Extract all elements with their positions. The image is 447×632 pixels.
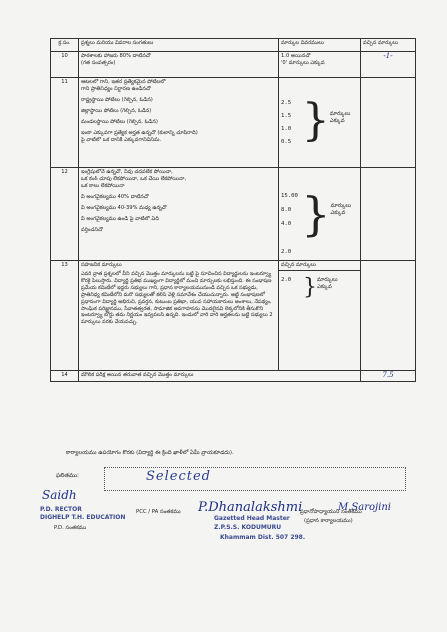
row-items [79, 78, 279, 168]
table-row [51, 371, 416, 382]
row-line: ఇంకా ఎక్కువగా ప్రత్యేక అర్హత ఉన్నచో (కులాన్ని చూపిరాది) [81, 130, 198, 136]
row-title: సహజనీక మార్కులు [81, 262, 122, 268]
row-values [279, 261, 361, 371]
row-line: ఇంగ్లీషులోనే ఉన్నచో, నీవు చదవలేక పోయినా, [81, 169, 173, 175]
header-marks-detail: మార్కుల వివరములు [279, 39, 361, 52]
row-values [279, 78, 361, 168]
signature-1: Saidh [42, 488, 77, 502]
value-line: '0' మార్కులు ఎక్కువ [281, 60, 325, 66]
signature-3: M.Sarojini [338, 502, 391, 513]
row-sno: 12 [51, 168, 79, 261]
row-sno: 13 [51, 261, 79, 371]
brace-icon: } [303, 275, 317, 300]
header-awarded: వచ్చిన మార్కులు [361, 39, 416, 52]
value-line: 4.0 [281, 221, 292, 227]
table-row [51, 78, 416, 168]
marks-label: మార్కులు ఎక్కువ [330, 203, 352, 216]
header-sno: క్ర.సం. [51, 39, 79, 52]
marks-label: మార్కులు ఎక్కువ [329, 111, 351, 124]
brace-icon: } [301, 95, 330, 146]
row-line: మౌలిక పరీక్ష అయిన తరువాత వచ్చిన మొత్తం మార్కులు [81, 372, 194, 378]
row-paragraph: ఎవరి వ్రాత ప్రశ్నలలో వీని వచ్చిన మొత్తం మార్కులను బట్టి పై సూచించిన విద్యార్థులను ఇంటర్వ్యూ కొరకై పిలుస్తారు. విద్యార్థి ప్రతిభ ముఖ్యంగా విద్యార్థిలో మంచి మార్పులకు లభిస్తుంది. ఈ సంభాషణ ప్రమేయ కమిటీలో ఇద్దరు సభ్యులు గాని, ప్రధాన కార్యాలయమునుండి వచ్చిన ఒక సభ్యుడు, ప్రాతినిధ్య కమిటీలోని మరొ సభ్యులతో కలిసి వెళ్లి సమావేశం చేయుచున్నారు. అట్టి సంభాషణలో ప్రధానంగా విద్యార్థి అభిరుచి, ప్రవర్తన, కుటుంబ ప్రతిభా, యువ సహాయకారులు అంశాలు, నేపథ్యం, సాంఘిక పరిజ్ఞానము, సేవాతత్వరత, సామాజిక అవగాహనను మొదలైనవి లెక్కలోనికి తీసుకొని ఇంటర్వ్యూ బోర్డు తమ నిర్ణయం ఇవ్వవలసి ఉన్నది. ఇందులో వారి వారి అర్హతలను బట్టి సభ్యులు 2 మార్కులు వరకు వేయవచ్చు. [81, 271, 273, 326]
value-line: 1.0 [281, 126, 292, 132]
stamp-line-2: Z.P.S.S. KODUMURU [214, 524, 282, 531]
row-line: ఆటలలో గాని, ఇతర ప్రత్యేకమైన పోటీలలో [81, 79, 166, 85]
caption-hm: ప్రధానోపాధ్యాయుని సంతకము [300, 509, 362, 515]
table-header-row [51, 39, 416, 52]
row-sno: 10 [51, 52, 79, 78]
row-line: గాని ప్రాతినిధ్యం నిర్ధారణ ఉండినచో [81, 86, 151, 92]
row-line: మండలస్థాయి పోటీలు (గెల్చిన, ఓడిన) [81, 119, 158, 125]
row-line: వర్తించనిచో [81, 227, 103, 233]
value-line: 2.0 [281, 249, 292, 255]
caption-pcc: PCC / PA సంతకము [136, 509, 181, 515]
row-items [79, 371, 361, 382]
subheader-marks: వచ్చిన మార్కులు [279, 261, 360, 271]
awarded-mark: 7.5 [361, 371, 416, 382]
value-line: 8.0 [281, 207, 292, 213]
awarded-cell [361, 261, 416, 371]
result-value: Selected [146, 469, 211, 484]
row-line: వీ అంగవైకల్యము 40% దాటినచో [81, 194, 149, 200]
marks-label: మార్కులు ఎక్కువ [317, 277, 338, 290]
table-row [51, 52, 416, 78]
row-values [279, 168, 361, 261]
value-line: 1.0 అయినచో [281, 53, 311, 59]
row-items [79, 168, 279, 261]
row-line: (గత సంవత్సరం) [81, 60, 116, 66]
row-line: వీ అంగవైకల్యము ఉండి పై వాటిలో ఏది [81, 216, 159, 222]
row-sno: 11 [51, 78, 79, 168]
row-line: వీ అంగవైకల్యము 40-39% మధ్య ఉన్నచో [81, 205, 167, 211]
row-line: జిల్లాస్థాయి పోటీలు (గెల్చిన, ఓడిన) [81, 108, 152, 114]
office-use-note: కార్యాలయము ఉపయోగం కొరకు (విద్యార్థి ఈ క్రింది ఖాళీలో ఏమీ వ్రాయకూడదు). [66, 450, 234, 456]
value-line: 15.00 [281, 193, 298, 199]
stamp-left-1: P.D. RECTOR [40, 506, 82, 513]
caption-pd: P.D. సంతకము [54, 525, 87, 531]
row-line: ఒక కాలు లేకపోయినా [81, 183, 125, 189]
stamp-line-3: Khammam Dist. 507 298. [220, 534, 306, 541]
awarded-cell [361, 78, 416, 168]
row-items [79, 52, 279, 78]
table-row [51, 168, 416, 261]
row-line: రాష్ట్రస్థాయి పోటీలు (గెల్చిన, ఓడిన) [81, 97, 153, 103]
row-values [279, 52, 361, 78]
row-line: పాఠశాలకు హాజరు 80% దాటినచో [81, 53, 151, 59]
signature-2: P.Dhanalakshmi [198, 500, 303, 515]
value-line: 0.5 [281, 139, 292, 145]
row-line: పై వాటిలో ఒక దానికి ఎక్కువగానివినిమ. [81, 137, 162, 143]
brace-icon: } [301, 187, 331, 241]
caption-office: (ప్రధాన కార్యాలయము) [304, 518, 353, 524]
row-items [79, 261, 279, 371]
header-items: ప్రశ్నలు మరియు వివరాల సంగతులు [79, 39, 279, 52]
awarded-mark: -1- [361, 52, 416, 78]
table-row [51, 261, 416, 371]
value-line: 2.5 [281, 100, 292, 106]
result-label: ఫలితము: [56, 473, 79, 479]
stamp-left-2: DIGHELP T.H. EDUCATION [40, 514, 126, 521]
marks-table [50, 38, 416, 382]
stamp-line-1: Gazetted Head Master [214, 515, 290, 522]
row-line: ఒక కంఠ్ చూపు లేకపోయినా, ఒక చేయి లేకపోయినా, [81, 176, 187, 182]
awarded-cell [361, 168, 416, 261]
value-line: 1.5 [281, 113, 292, 119]
value-line: 2.0 [281, 277, 292, 283]
row-sno: 14 [51, 371, 79, 382]
